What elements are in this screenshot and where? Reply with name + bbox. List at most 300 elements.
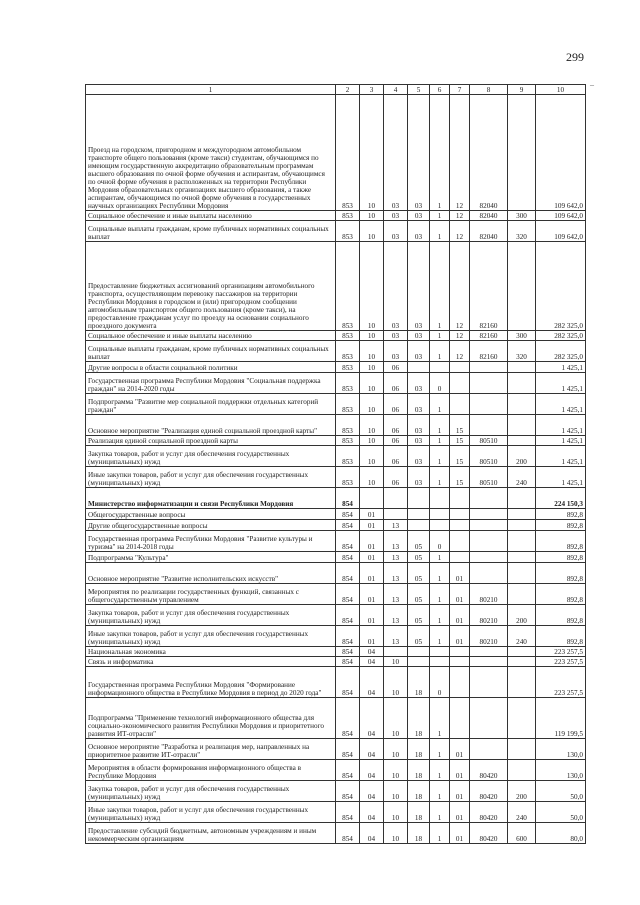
cell-expense-type [508,552,536,563]
table-row [86,760,586,781]
cell-direction [470,698,508,739]
cell-section: 10 [360,95,384,211]
cell-main-activity: 01 [450,563,470,584]
cell-description: Государственная программа Республики Мордовия "Развитие культуры и туризма" на 2014-2018 годы [86,531,336,552]
cell-program: 03 [408,341,430,362]
cell-expense-type: 600 [508,823,536,844]
cell-main-activity: 12 [450,242,470,331]
cell-program: 03 [408,211,430,221]
table-row [86,221,586,242]
cell-subprogram: 1 [430,446,450,467]
cell-ministry: 854 [336,823,360,844]
cell-subsection: 10 [384,698,408,739]
table-row [86,667,586,698]
cell-amount: 1 425,1 [536,415,586,436]
cell-subprogram: 0 [430,531,450,552]
cell-description: Проезд на городском, пригородном и междугородном автомобильном транспорте общего пользования (кроме такси) студентам, обучающимся по имеющим государственную аккредитацию образовательным программам высшего образования по очной форме обучения и аспирантам, обучающимся по очной форме обучения в расположенных на территории Республики Мордовия образовательных организациях высшего образования, а также аспирантам, обучающимся по очной форме обучения в государственных научных организациях Республики Мордовия [86,95,336,211]
cell-direction: 80510 [470,436,508,446]
header-cell-7: 7 [450,85,470,95]
cell-program [408,520,430,531]
cell-subprogram: 1 [430,739,450,760]
table-row [86,331,586,341]
cell-main-activity [450,394,470,415]
cell-direction: 82160 [470,331,508,341]
cell-description: Закупка товаров, работ и услуг для обеспечения государственных (муниципальных) нужд [86,605,336,626]
cell-ministry: 853 [336,394,360,415]
cell-section: 01 [360,520,384,531]
cell-amount: 1 425,1 [536,362,586,373]
cell-expense-type [508,242,536,331]
cell-program: 18 [408,698,430,739]
cell-description: Общегосударственные вопросы [86,509,336,520]
table-row [86,657,586,667]
cell-program: 18 [408,823,430,844]
cell-main-activity: 15 [450,415,470,436]
cell-ministry: 854 [336,739,360,760]
cell-amount: 130,0 [536,739,586,760]
cell-amount: 892,8 [536,563,586,584]
cell-subsection: 03 [384,341,408,362]
cell-program: 03 [408,415,430,436]
header-cell-10: 10 [536,85,586,95]
cell-section: 10 [360,394,384,415]
table-row [86,467,586,488]
header-cell-2: 2 [336,85,360,95]
cell-section: 10 [360,415,384,436]
cell-description: Государственная программа Республики Мордовия "Формирование информационного общества в Республике Мордовия в период до 2020 года" [86,667,336,698]
cell-ministry: 853 [336,221,360,242]
cell-direction [470,667,508,698]
cell-program: 05 [408,563,430,584]
cell-expense-type [508,509,536,520]
cell-main-activity [450,531,470,552]
cell-section: 04 [360,823,384,844]
cell-description: Национальная экономика [86,647,336,657]
cell-description: Другие общегосударственные вопросы [86,520,336,531]
cell-ministry: 854 [336,584,360,605]
cell-description: Социальные выплаты гражданам, кроме публичных нормативных социальных выплат [86,341,336,362]
cell-section: 10 [360,242,384,331]
cell-subsection: 13 [384,584,408,605]
corner-mark: – [590,80,594,89]
cell-expense-type: 200 [508,605,536,626]
cell-subsection: 10 [384,760,408,781]
cell-direction: 80210 [470,626,508,647]
cell-subprogram: 1 [430,563,450,584]
cell-amount: 80,0 [536,823,586,844]
cell-ministry: 854 [336,509,360,520]
cell-section: 10 [360,467,384,488]
cell-expense-type [508,760,536,781]
cell-ministry: 853 [336,467,360,488]
cell-program: 05 [408,531,430,552]
cell-direction: 82040 [470,211,508,221]
cell-direction [470,373,508,394]
cell-subsection [384,509,408,520]
cell-section: 04 [360,657,384,667]
cell-section: 01 [360,626,384,647]
cell-amount: 109 642,0 [536,221,586,242]
cell-direction: 82040 [470,221,508,242]
cell-main-activity: 12 [450,341,470,362]
budget-table [85,84,586,844]
cell-subprogram: 1 [430,823,450,844]
cell-subprogram [430,488,450,509]
cell-expense-type [508,739,536,760]
table-row [86,647,586,657]
cell-main-activity: 12 [450,211,470,221]
cell-section: 10 [360,362,384,373]
cell-subsection: 10 [384,823,408,844]
cell-subsection: 10 [384,781,408,802]
cell-direction: 82160 [470,242,508,331]
cell-main-activity [450,373,470,394]
cell-program: 18 [408,781,430,802]
cell-direction: 80510 [470,446,508,467]
cell-program [408,657,430,667]
table-row [86,446,586,467]
cell-direction [470,509,508,520]
cell-section: 01 [360,531,384,552]
cell-amount: 892,8 [536,626,586,647]
cell-subprogram: 0 [430,667,450,698]
cell-subprogram: 1 [430,552,450,563]
cell-program: 05 [408,626,430,647]
cell-program: 18 [408,802,430,823]
cell-amount: 892,8 [536,584,586,605]
cell-ministry: 854 [336,605,360,626]
cell-description: Подпрограмма "Культура" [86,552,336,563]
cell-section: 10 [360,211,384,221]
cell-program [408,488,430,509]
cell-direction [470,552,508,563]
cell-direction [470,563,508,584]
cell-expense-type [508,698,536,739]
cell-program: 18 [408,760,430,781]
cell-subprogram: 1 [430,221,450,242]
cell-ministry: 854 [336,531,360,552]
cell-ministry: 853 [336,242,360,331]
cell-expense-type: 200 [508,446,536,467]
table-row [86,415,586,436]
table-row [86,584,586,605]
cell-ministry: 853 [336,341,360,362]
cell-amount: 1 425,1 [536,394,586,415]
cell-amount: 224 150,3 [536,488,586,509]
cell-section: 01 [360,552,384,563]
cell-expense-type: 320 [508,341,536,362]
cell-amount: 223 257,5 [536,657,586,667]
cell-subsection: 03 [384,331,408,341]
cell-direction: 80210 [470,605,508,626]
cell-section: 04 [360,802,384,823]
cell-ministry: 854 [336,781,360,802]
cell-ministry: 853 [336,373,360,394]
cell-expense-type: 300 [508,211,536,221]
cell-main-activity: 12 [450,95,470,211]
cell-amount: 1 425,1 [536,436,586,446]
cell-direction: 80510 [470,467,508,488]
cell-ministry: 853 [336,436,360,446]
table-row [86,211,586,221]
cell-description: Иные закупки товаров, работ и услуг для обеспечения государственных (муниципальных) нужд [86,626,336,647]
cell-description: Закупка товаров, работ и услуг для обеспечения государственных (муниципальных) нужд [86,781,336,802]
table-row [86,531,586,552]
cell-subprogram: 1 [430,802,450,823]
cell-description: Основное мероприятие "Разработка и реализация мер, направленных на приоритетное развитие ИТ-отрасли" [86,739,336,760]
cell-program: 18 [408,667,430,698]
cell-subsection: 06 [384,362,408,373]
table-row [86,436,586,446]
cell-main-activity [450,488,470,509]
cell-subsection: 06 [384,394,408,415]
cell-main-activity: 01 [450,626,470,647]
cell-section: 04 [360,760,384,781]
cell-ministry: 854 [336,563,360,584]
table-row [86,488,586,509]
cell-subprogram: 1 [430,467,450,488]
cell-main-activity [450,362,470,373]
cell-direction: 82040 [470,95,508,211]
cell-subsection: 06 [384,467,408,488]
table-row [86,341,586,362]
cell-subprogram [430,362,450,373]
cell-expense-type: 240 [508,802,536,823]
cell-program: 03 [408,242,430,331]
header-cell-1: 1 [86,85,336,95]
header-cell-4: 4 [384,85,408,95]
table-row [86,520,586,531]
table-row [86,626,586,647]
cell-subprogram: 1 [430,211,450,221]
cell-subprogram: 1 [430,626,450,647]
cell-subsection: 06 [384,373,408,394]
cell-amount: 892,8 [536,605,586,626]
table-row [86,373,586,394]
cell-subsection: 06 [384,415,408,436]
cell-subsection: 03 [384,211,408,221]
header-cell-9: 9 [508,85,536,95]
cell-main-activity [450,698,470,739]
header-cell-5: 5 [408,85,430,95]
cell-ministry: 854 [336,647,360,657]
cell-expense-type [508,488,536,509]
cell-program [408,509,430,520]
cell-main-activity [450,667,470,698]
cell-main-activity: 15 [450,446,470,467]
table-row [86,823,586,844]
cell-subprogram: 1 [430,394,450,415]
cell-ministry: 853 [336,95,360,211]
cell-subsection: 13 [384,563,408,584]
cell-subprogram: 1 [430,95,450,211]
table-row [86,563,586,584]
table-row [86,781,586,802]
cell-direction [470,415,508,436]
cell-section: 04 [360,781,384,802]
cell-amount: 282 325,0 [536,331,586,341]
cell-program: 03 [408,436,430,446]
cell-ministry: 853 [336,362,360,373]
cell-subprogram: 1 [430,341,450,362]
cell-subsection: 03 [384,242,408,331]
cell-amount: 892,8 [536,509,586,520]
cell-ministry: 854 [336,488,360,509]
cell-direction [470,657,508,667]
cell-section: 10 [360,341,384,362]
cell-expense-type [508,415,536,436]
cell-program: 03 [408,446,430,467]
cell-section: 04 [360,739,384,760]
cell-section: 04 [360,698,384,739]
cell-main-activity: 15 [450,467,470,488]
cell-subsection: 10 [384,802,408,823]
cell-subsection: 13 [384,605,408,626]
cell-main-activity: 01 [450,605,470,626]
cell-amount: 223 257,5 [536,667,586,698]
cell-program: 03 [408,467,430,488]
cell-main-activity [450,647,470,657]
cell-ministry: 853 [336,446,360,467]
cell-expense-type: 300 [508,331,536,341]
header-cell-6: 6 [430,85,450,95]
cell-amount: 109 642,0 [536,211,586,221]
cell-description: Другие вопросы в области социальной политики [86,362,336,373]
header-cell-8: 8 [470,85,508,95]
cell-subsection: 13 [384,626,408,647]
cell-expense-type: 240 [508,626,536,647]
cell-expense-type [508,373,536,394]
cell-program: 03 [408,95,430,211]
cell-subsection: 10 [384,657,408,667]
cell-expense-type: 320 [508,221,536,242]
cell-subsection [384,488,408,509]
cell-direction [470,531,508,552]
cell-amount: 50,0 [536,781,586,802]
cell-section: 01 [360,605,384,626]
cell-section: 10 [360,331,384,341]
cell-direction [470,739,508,760]
cell-subprogram: 1 [430,331,450,341]
table-row [86,739,586,760]
cell-description: Иные закупки товаров, работ и услуг для обеспечения государственных (муниципальных) нужд [86,467,336,488]
cell-main-activity: 12 [450,221,470,242]
table-row [86,698,586,739]
cell-description: Социальное обеспечение и иные выплаты населению [86,211,336,221]
cell-direction [470,647,508,657]
cell-section: 04 [360,667,384,698]
cell-program [408,362,430,373]
cell-direction: 80210 [470,584,508,605]
cell-amount: 282 325,0 [536,341,586,362]
cell-main-activity [450,657,470,667]
cell-section: 01 [360,584,384,605]
cell-section [360,488,384,509]
cell-subprogram: 1 [430,698,450,739]
cell-ministry: 854 [336,552,360,563]
cell-amount: 1 425,1 [536,467,586,488]
cell-direction: 80420 [470,781,508,802]
cell-ministry: 854 [336,802,360,823]
cell-ministry: 854 [336,667,360,698]
cell-subprogram [430,657,450,667]
table-row [86,509,586,520]
cell-expense-type: 240 [508,467,536,488]
cell-ministry: 854 [336,626,360,647]
cell-subsection: 06 [384,446,408,467]
cell-amount: 50,0 [536,802,586,823]
cell-description: Иные закупки товаров, работ и услуг для обеспечения государственных (муниципальных) нужд [86,802,336,823]
cell-main-activity: 01 [450,823,470,844]
cell-expense-type [508,667,536,698]
cell-subprogram: 1 [430,436,450,446]
cell-expense-type [508,520,536,531]
cell-subsection: 10 [384,667,408,698]
table-row [86,242,586,331]
cell-section: 10 [360,221,384,242]
cell-direction: 80420 [470,823,508,844]
cell-section: 04 [360,647,384,657]
cell-subprogram: 1 [430,605,450,626]
cell-subsection: 13 [384,552,408,563]
cell-expense-type [508,394,536,415]
cell-ministry: 853 [336,331,360,341]
cell-description: Подпрограмма "Развитие мер социальной поддержки отдельных категорий граждан" [86,394,336,415]
cell-program [408,647,430,657]
cell-main-activity: 01 [450,802,470,823]
cell-direction [470,488,508,509]
cell-main-activity [450,520,470,531]
cell-program: 03 [408,221,430,242]
cell-amount: 109 642,0 [536,95,586,211]
cell-description: Государственная программа Республики Мордовия "Социальная поддержка граждан" на 2014-2020 годы [86,373,336,394]
cell-ministry: 853 [336,415,360,436]
cell-description: Основное мероприятие "Реализация единой социальной проездной карты" [86,415,336,436]
cell-expense-type [508,657,536,667]
table-row [86,552,586,563]
cell-expense-type [508,436,536,446]
cell-subprogram [430,520,450,531]
cell-amount: 892,8 [536,520,586,531]
cell-direction [470,520,508,531]
cell-program: 03 [408,331,430,341]
cell-subsection: 03 [384,221,408,242]
cell-section: 10 [360,436,384,446]
cell-direction [470,362,508,373]
cell-subsection: 06 [384,436,408,446]
cell-main-activity: 01 [450,739,470,760]
cell-amount: 282 325,0 [536,242,586,331]
header-cell-3: 3 [360,85,384,95]
cell-subprogram: 1 [430,760,450,781]
cell-subsection: 03 [384,95,408,211]
cell-amount: 892,8 [536,552,586,563]
cell-direction: 80420 [470,760,508,781]
cell-program: 05 [408,605,430,626]
cell-subprogram [430,509,450,520]
cell-program: 18 [408,739,430,760]
cell-expense-type [508,95,536,211]
cell-subprogram: 1 [430,242,450,331]
cell-subprogram: 1 [430,415,450,436]
cell-expense-type [508,647,536,657]
cell-description: Министерство информатизации и связи Республики Мордовия [86,488,336,509]
table-row [86,802,586,823]
cell-program: 03 [408,394,430,415]
cell-ministry: 854 [336,760,360,781]
cell-main-activity [450,552,470,563]
cell-description: Закупка товаров, работ и услуг для обеспечения государственных (муниципальных) нужд [86,446,336,467]
